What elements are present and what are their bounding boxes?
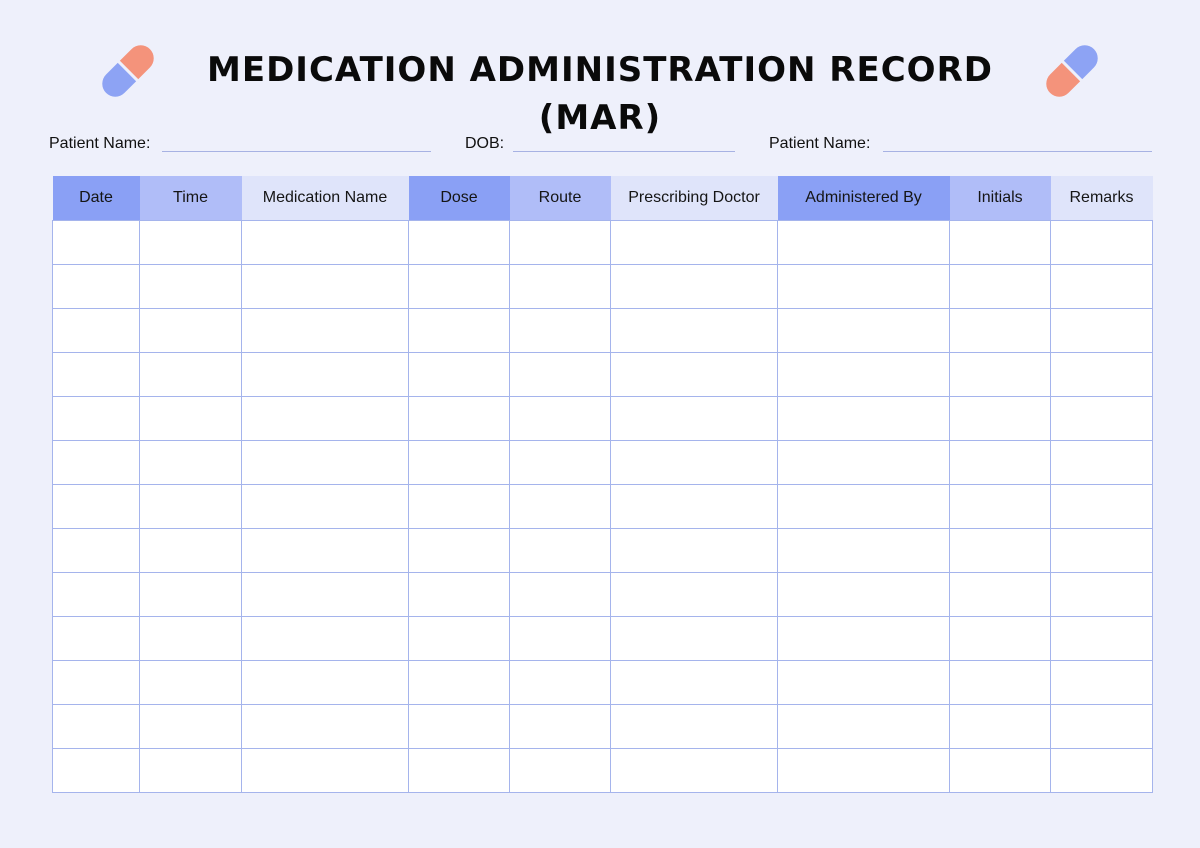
table-row xyxy=(53,749,1153,793)
cell-initials[interactable] xyxy=(950,265,1051,309)
cell-remarks[interactable] xyxy=(1051,705,1153,749)
cell-route[interactable] xyxy=(510,265,611,309)
cell-remarks[interactable] xyxy=(1051,485,1153,529)
cell-remarks[interactable] xyxy=(1051,529,1153,573)
table-header-row xyxy=(53,176,1153,221)
cell-route[interactable] xyxy=(510,397,611,441)
cell-time[interactable] xyxy=(140,353,242,397)
cell-time[interactable] xyxy=(140,749,242,793)
cell-initials[interactable] xyxy=(950,705,1051,749)
cell-dose[interactable] xyxy=(409,221,510,265)
cell-date[interactable] xyxy=(53,265,140,309)
cell-dose[interactable] xyxy=(409,705,510,749)
table-row xyxy=(53,309,1153,353)
table-body xyxy=(53,221,1153,793)
cell-prescribing-doctor[interactable] xyxy=(611,573,778,617)
capsule-icon xyxy=(1037,36,1107,106)
cell-remarks[interactable] xyxy=(1051,661,1153,705)
cell-route[interactable] xyxy=(510,221,611,265)
cell-date[interactable] xyxy=(53,441,140,485)
dob-field[interactable] xyxy=(465,134,735,154)
table-row xyxy=(53,617,1153,661)
cell-administered-by[interactable] xyxy=(778,485,950,529)
cell-date[interactable] xyxy=(53,529,140,573)
cell-date[interactable] xyxy=(53,661,140,705)
cell-administered-by[interactable] xyxy=(778,265,950,309)
cell-date[interactable] xyxy=(53,705,140,749)
cell-medication-name[interactable] xyxy=(242,485,409,529)
cell-initials[interactable] xyxy=(950,749,1051,793)
table-row xyxy=(53,221,1153,265)
cell-time[interactable] xyxy=(140,221,242,265)
cell-administered-by[interactable] xyxy=(778,441,950,485)
cell-medication-name[interactable] xyxy=(242,573,409,617)
cell-prescribing-doctor[interactable] xyxy=(611,661,778,705)
cell-time[interactable] xyxy=(140,573,242,617)
cell-initials[interactable] xyxy=(950,573,1051,617)
patient-name-field-2[interactable] xyxy=(769,134,1152,154)
cell-date[interactable] xyxy=(53,309,140,353)
table-row xyxy=(53,661,1153,705)
cell-initials[interactable] xyxy=(950,529,1051,573)
cell-administered-by[interactable] xyxy=(778,573,950,617)
cell-medication-name[interactable] xyxy=(242,265,409,309)
cell-prescribing-doctor[interactable] xyxy=(611,705,778,749)
patient-name-field[interactable] xyxy=(49,134,431,154)
cell-medication-name[interactable] xyxy=(242,441,409,485)
table-row xyxy=(53,265,1153,309)
cell-prescribing-doctor[interactable] xyxy=(611,353,778,397)
cell-remarks[interactable] xyxy=(1051,397,1153,441)
cell-remarks[interactable] xyxy=(1051,749,1153,793)
cell-prescribing-doctor[interactable] xyxy=(611,749,778,793)
table-row xyxy=(53,485,1153,529)
cell-medication-name[interactable] xyxy=(242,661,409,705)
cell-time[interactable] xyxy=(140,661,242,705)
cell-time[interactable] xyxy=(140,485,242,529)
column-header-date: Date xyxy=(53,176,140,221)
cell-prescribing-doctor[interactable] xyxy=(611,617,778,661)
cell-medication-name[interactable] xyxy=(242,749,409,793)
cell-prescribing-doctor[interactable] xyxy=(611,441,778,485)
cell-medication-name[interactable] xyxy=(242,353,409,397)
cell-remarks[interactable] xyxy=(1051,309,1153,353)
cell-remarks[interactable] xyxy=(1051,221,1153,265)
cell-administered-by[interactable] xyxy=(778,529,950,573)
cell-route[interactable] xyxy=(510,705,611,749)
cell-dose[interactable] xyxy=(409,661,510,705)
cell-dose[interactable] xyxy=(409,397,510,441)
cell-administered-by[interactable] xyxy=(778,397,950,441)
cell-remarks[interactable] xyxy=(1051,617,1153,661)
cell-prescribing-doctor[interactable] xyxy=(611,485,778,529)
cell-time[interactable] xyxy=(140,617,242,661)
cell-initials[interactable] xyxy=(950,221,1051,265)
patient-name-label: Patient Name: xyxy=(49,135,151,152)
cell-dose[interactable] xyxy=(409,749,510,793)
cell-route[interactable] xyxy=(510,441,611,485)
cell-medication-name[interactable] xyxy=(242,397,409,441)
column-header-dose: Dose xyxy=(409,176,510,221)
cell-date[interactable] xyxy=(53,221,140,265)
cell-medication-name[interactable] xyxy=(242,309,409,353)
cell-prescribing-doctor[interactable] xyxy=(611,529,778,573)
cell-date[interactable] xyxy=(53,617,140,661)
cell-prescribing-doctor[interactable] xyxy=(611,265,778,309)
cell-dose[interactable] xyxy=(409,485,510,529)
cell-route[interactable] xyxy=(510,485,611,529)
dob-input-line[interactable] xyxy=(513,151,735,152)
column-header-time: Time xyxy=(140,176,242,221)
cell-prescribing-doctor[interactable] xyxy=(611,309,778,353)
cell-dose[interactable] xyxy=(409,529,510,573)
cell-initials[interactable] xyxy=(950,617,1051,661)
cell-initials[interactable] xyxy=(950,661,1051,705)
cell-initials[interactable] xyxy=(950,309,1051,353)
table-row xyxy=(53,353,1153,397)
cell-date[interactable] xyxy=(53,485,140,529)
cell-prescribing-doctor[interactable] xyxy=(611,221,778,265)
cell-route[interactable] xyxy=(510,749,611,793)
patient-name-label-2: Patient Name: xyxy=(769,135,871,152)
cell-date[interactable] xyxy=(53,397,140,441)
cell-dose[interactable] xyxy=(409,441,510,485)
cell-time[interactable] xyxy=(140,309,242,353)
cell-dose[interactable] xyxy=(409,617,510,661)
cell-dose[interactable] xyxy=(409,573,510,617)
cell-initials[interactable] xyxy=(950,353,1051,397)
cell-route[interactable] xyxy=(510,661,611,705)
column-header-medication-name: Medication Name xyxy=(242,176,409,221)
cell-dose[interactable] xyxy=(409,265,510,309)
cell-dose[interactable] xyxy=(409,353,510,397)
table-row xyxy=(53,529,1153,573)
cell-time[interactable] xyxy=(140,397,242,441)
cell-administered-by[interactable] xyxy=(778,221,950,265)
cell-route[interactable] xyxy=(510,617,611,661)
mar-table xyxy=(52,176,1153,793)
column-header-prescribing-doctor: Prescribing Doctor xyxy=(611,176,778,221)
cell-route[interactable] xyxy=(510,529,611,573)
cell-time[interactable] xyxy=(140,529,242,573)
table-row xyxy=(53,573,1153,617)
capsule-icon xyxy=(93,36,163,106)
cell-remarks[interactable] xyxy=(1051,441,1153,485)
dob-label: DOB: xyxy=(465,135,505,152)
cell-time[interactable] xyxy=(140,705,242,749)
cell-date[interactable] xyxy=(53,573,140,617)
cell-medication-name[interactable] xyxy=(242,529,409,573)
cell-administered-by[interactable] xyxy=(778,705,950,749)
cell-prescribing-doctor[interactable] xyxy=(611,397,778,441)
cell-administered-by[interactable] xyxy=(778,353,950,397)
cell-time[interactable] xyxy=(140,441,242,485)
cell-initials[interactable] xyxy=(950,485,1051,529)
cell-route[interactable] xyxy=(510,353,611,397)
cell-remarks[interactable] xyxy=(1051,353,1153,397)
column-header-initials: Initials xyxy=(950,176,1051,221)
column-header-route: Route xyxy=(510,176,611,221)
cell-remarks[interactable] xyxy=(1051,265,1153,309)
cell-dose[interactable] xyxy=(409,309,510,353)
column-header-remarks: Remarks xyxy=(1051,176,1153,221)
cell-remarks[interactable] xyxy=(1051,573,1153,617)
table-row xyxy=(53,397,1153,441)
cell-date[interactable] xyxy=(53,353,140,397)
cell-initials[interactable] xyxy=(950,397,1051,441)
cell-medication-name[interactable] xyxy=(242,705,409,749)
table-row xyxy=(53,705,1153,749)
cell-medication-name[interactable] xyxy=(242,617,409,661)
cell-administered-by[interactable] xyxy=(778,617,950,661)
cell-route[interactable] xyxy=(510,573,611,617)
page-title: MEDICATION ADMINISTRATION RECORD (MAR) xyxy=(207,50,993,138)
column-header-administered-by: Administered By xyxy=(778,176,950,221)
cell-administered-by[interactable] xyxy=(778,309,950,353)
patient-name-input-line-2[interactable] xyxy=(883,151,1152,152)
cell-administered-by[interactable] xyxy=(778,661,950,705)
cell-initials[interactable] xyxy=(950,441,1051,485)
cell-medication-name[interactable] xyxy=(242,221,409,265)
patient-name-input-line[interactable] xyxy=(162,151,431,152)
cell-time[interactable] xyxy=(140,265,242,309)
cell-date[interactable] xyxy=(53,749,140,793)
cell-administered-by[interactable] xyxy=(778,749,950,793)
cell-route[interactable] xyxy=(510,309,611,353)
table-row xyxy=(53,441,1153,485)
